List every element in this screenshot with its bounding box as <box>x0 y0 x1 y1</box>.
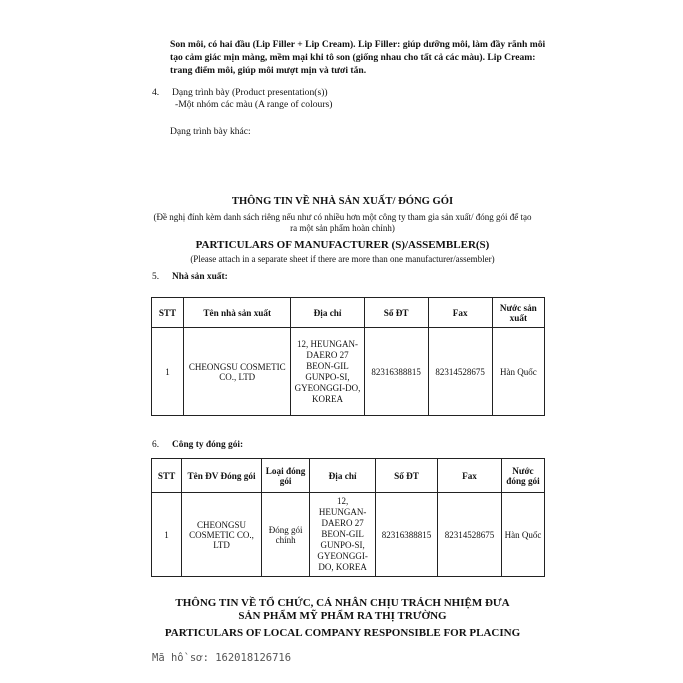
cell-name: CHEONGSU COSMETIC CO., LTD <box>184 328 291 416</box>
manufacturer-note-en: (Please attach in a separate sheet if there are more than one manufacturer/assembler) <box>190 254 495 264</box>
presentation-value: -Một nhóm các màu (A range of colours) <box>175 99 333 110</box>
table-header-row <box>152 298 545 328</box>
responsible-title-en: PARTICULARS OF LOCAL COMPANY RESPONSIBLE FOR PLACING <box>164 627 521 639</box>
cell-stt: 1 <box>152 328 184 416</box>
responsible-title-vn: THÔNG TIN VỀ TỔ CHỨC, CÁ NHÂN CHỊU TRÁCH NHIỆM ĐƯA SẢN PHẨM MỸ PHẨM RA THỊ TRƯỜNG <box>175 597 510 622</box>
col-header: Địa chỉ <box>310 459 376 493</box>
col-header: Loại đóng gói <box>261 459 309 493</box>
section-number: 6. <box>152 440 160 450</box>
packager-table <box>151 458 545 577</box>
manufacturer-note-vn: (Đề nghị đính kèm danh sách riêng nếu như có nhiều hơn một công ty tham gia sản xuất/ đóng gói để tạo ra một sản phẩm hoàn chỉnh) <box>153 212 532 233</box>
col-header: STT <box>152 459 182 493</box>
col-header: Nước đóng gói <box>501 459 544 493</box>
dossier-number: Mã hồ sơ: 162018126716 <box>152 652 292 664</box>
section-title: Dạng trình bày (Product presentation(s)) <box>172 87 328 98</box>
manufacturer-title-vn: THÔNG TIN VỀ NHÀ SẢN XUẤT/ ĐÓNG GÓI <box>231 196 454 207</box>
cell-country: Hàn Quốc <box>492 328 544 416</box>
table-header-row <box>152 459 545 493</box>
cell-address: 12, HEUNGAN-DAERO 27 BEON-GIL GUNPO-SI, GYEONGGI-DO, KOREA <box>310 493 376 577</box>
cell-phone: 82316388815 <box>375 493 437 577</box>
section-number: 5. <box>152 272 160 282</box>
cell-address: 12, HEUNGAN-DAERO 27 BEON-GIL GUNPO-SI, GYEONGGI-DO, KOREA <box>291 328 364 416</box>
cell-fax: 82314528675 <box>438 493 502 577</box>
product-description: Son môi, có hai đầu (Lip Filler + Lip Cream). Lip Filler: giúp dưỡng môi, làm đầy rãnh môi tạo cảm giác mịn màng, mềm mại khi tô son (giống nhau cho tất cả các màu). Lip Cream: trang điểm môi, giúp môi mượt mịn và tươi tắn. <box>170 39 546 76</box>
manufacturer-table <box>151 297 545 416</box>
section-label: Công ty đóng gói: <box>172 440 244 450</box>
section-5-label <box>152 272 228 282</box>
col-header: Số ĐT <box>364 298 428 328</box>
section-label: Nhà sản xuất: <box>172 272 228 282</box>
manufacturer-title-en: PARTICULARS OF MANUFACTURER (S)/ASSEMBLER(S) <box>195 239 490 251</box>
col-header: Fax <box>438 459 502 493</box>
col-header: STT <box>152 298 184 328</box>
table-row <box>152 493 545 577</box>
col-header: Số ĐT <box>375 459 437 493</box>
cell-country: Hàn Quốc <box>501 493 544 577</box>
col-header: Tên nhà sản xuất <box>184 298 291 328</box>
cell-phone: 82316388815 <box>364 328 428 416</box>
other-presentation-label: Dạng trình bày khác: <box>170 126 251 137</box>
cell-fax: 82314528675 <box>428 328 492 416</box>
cell-stt: 1 <box>152 493 182 577</box>
col-header: Fax <box>428 298 492 328</box>
col-header: Tên ĐV Đóng gói <box>182 459 262 493</box>
cell-type: Đóng gói chính <box>261 493 309 577</box>
section-number: 4. <box>152 87 160 98</box>
section-6-label <box>152 440 243 450</box>
col-header: Nước sản xuất <box>492 298 544 328</box>
col-header: Địa chỉ <box>291 298 364 328</box>
table-row <box>152 328 545 416</box>
section-4-presentation <box>152 87 332 111</box>
cell-name: CHEONGSU COSMETIC CO., LTD <box>182 493 262 577</box>
